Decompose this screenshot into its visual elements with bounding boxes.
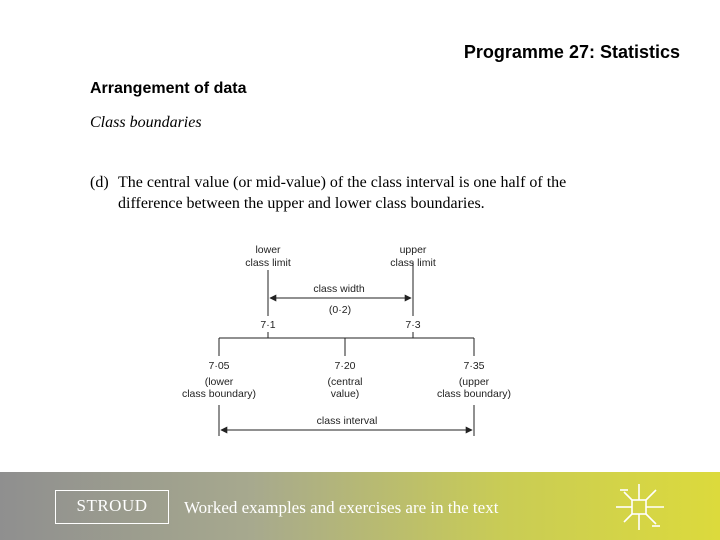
network-icon — [612, 482, 668, 534]
footer-note: Worked examples and exercises are in the text — [184, 498, 499, 517]
class-interval-label: class interval — [316, 415, 378, 427]
footer-bar — [0, 472, 720, 540]
lower-boundary-label: (lower — [204, 376, 234, 388]
section-title: Arrangement of data — [90, 80, 247, 97]
class-width-value: (0·2) — [328, 304, 352, 316]
class-width-label: class width — [313, 283, 365, 295]
body-line-1: The central value (or mid-value) of the class interval is one half of the — [118, 174, 567, 191]
central-label-2: value) — [330, 388, 360, 400]
page-title: Programme 27: Statistics — [463, 42, 680, 62]
upper-boundary-value: 7·35 — [463, 360, 485, 372]
upper-limit-value: 7·3 — [405, 319, 421, 331]
upper-class-limit-label: upper — [399, 244, 427, 256]
central-value: 7·20 — [334, 360, 356, 372]
body-line-2: difference between the upper and lower class boundaries. — [118, 195, 485, 212]
upper-boundary-label-2: class boundary) — [436, 388, 512, 400]
central-label: (central — [327, 376, 363, 388]
lower-boundary-value: 7·05 — [208, 360, 230, 372]
lower-limit-value: 7·1 — [260, 319, 276, 331]
section-subtitle: Class boundaries — [90, 114, 202, 131]
upper-class-limit-label-2: class limit — [390, 257, 436, 269]
upper-boundary-label: (upper — [458, 376, 490, 388]
lower-class-limit-label-2: class limit — [245, 257, 291, 269]
lower-class-limit-label: lower — [255, 244, 281, 256]
lower-boundary-label-2: class boundary) — [181, 388, 257, 400]
stroud-logo: STROUD — [55, 490, 169, 524]
item-label: (d) — [90, 174, 109, 191]
